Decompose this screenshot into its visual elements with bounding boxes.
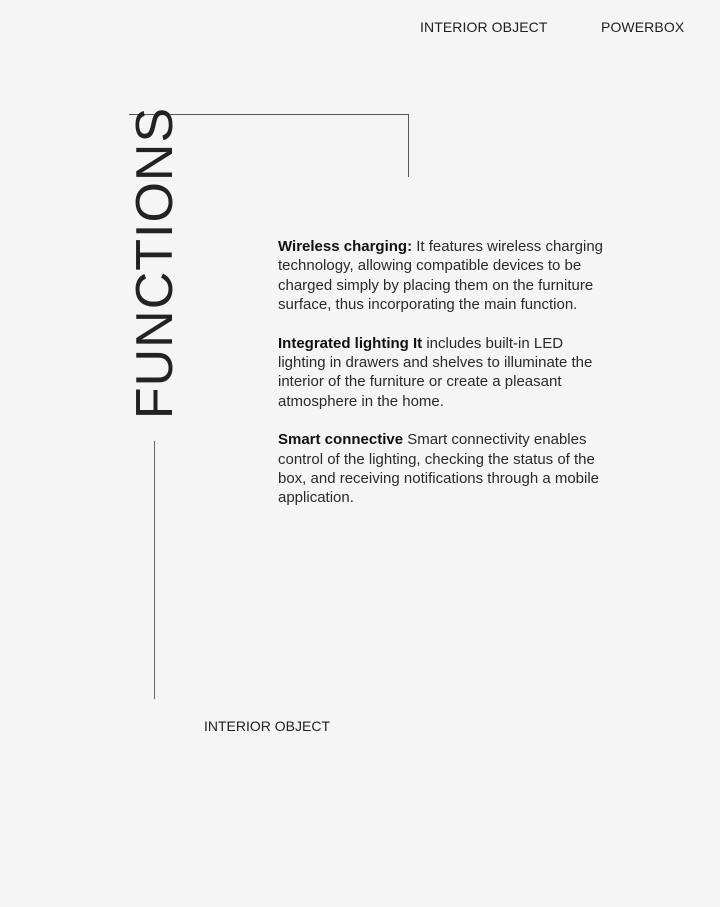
function-description: Smart connectivity enables control of the lighting, checking the status of the box, and receiving notifications through a mobile application.	[278, 431, 600, 507]
bracket-vertical-line	[408, 114, 409, 177]
function-lead: Wireless charging:	[278, 238, 413, 255]
function-lead: Integrated lighting It	[278, 334, 423, 352]
function-lead: Smart connective	[278, 431, 404, 449]
header-interior-object-label: INTERIOR OBJECT	[420, 19, 548, 35]
function-wireless-charging	[278, 237, 608, 315]
function-integrated-lighting	[278, 334, 608, 412]
page-title: FUNCTIONS	[126, 106, 184, 420]
function-description: includes built-in LED lighting in drawers and shelves to illuminate the interior of the furniture or create a pleasant atmosphere in the home.	[278, 334, 593, 410]
divider-vertical-line	[154, 441, 155, 699]
function-smart-connective	[278, 430, 608, 508]
header-powerbox-label: POWERBOX	[601, 19, 685, 35]
functions-list	[278, 237, 608, 527]
function-description: It features wireless charging technology, allowing compatible devices to be charged simply by placing them on the furniture surface, thus incorporating the main function.	[278, 238, 603, 314]
footer-interior-object-label: INTERIOR OBJECT	[204, 718, 331, 734]
